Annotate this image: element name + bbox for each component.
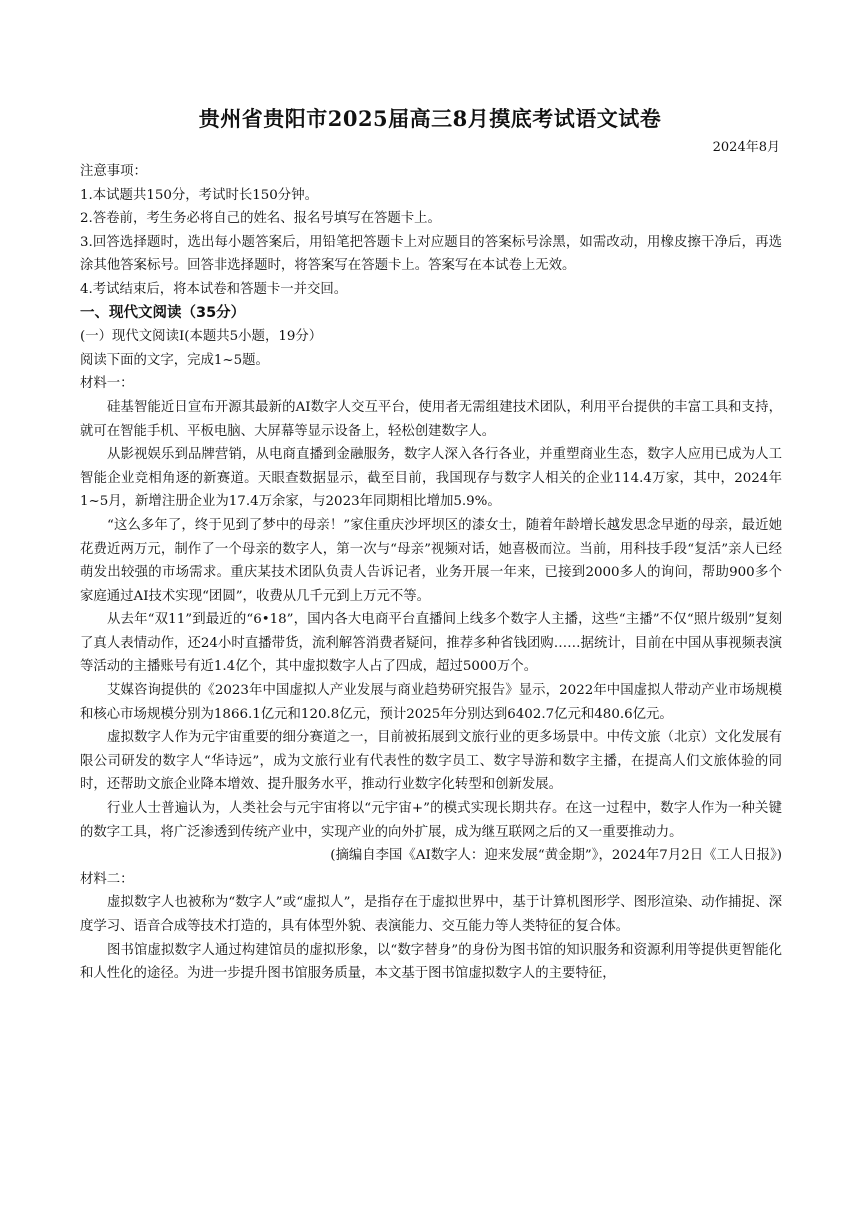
exam-content: [80, 160, 782, 986]
notice-item: 1.本试题共150分，考试时长150分钟。: [80, 187, 318, 203]
material-paragraph: 图书馆虚拟数字人通过构建馆员的虚拟形象，以“数字替身”的身份为图书馆的知识服务和资源利用等提供更智能化和人性化的途径。为进一步提升图书馆服务质量，本文基于图书馆虚拟数字人的主要特征，: [80, 942, 782, 982]
page-title: 贵州省贵阳市2025届高三8月摸底考试语文试卷: [198, 106, 662, 131]
material-paragraph: 行业人士普遍认为，人类社会与元宇宙将以“元宇宙+”的模式实现长期共存。在这一过程中，数字人作为一种关键的数字工具，将广泛渗透到传统产业中，实现产业的向外扩展，成为继互联网之后的又一重要推动力。: [80, 801, 782, 840]
material-source: (摘编自李国《AI数字人：迎来发展“黄金期”》，2024年7月2日《工人日报》): [330, 848, 782, 864]
material-paragraph: 从影视娱乐到品牌营销，从电商直播到金融服务，数字人深入各行各业，并重塑商业生态，数字人应用已成为人工智能企业竞相角逐的新赛道。天眼查数据显示，截至目前，我国现存与数字人相关的企业114.4万家，其中，2024年1~5月，新增注册企业为17.4万余家，与2023年同期相比增加5.9%。: [80, 447, 782, 510]
material-paragraph: 从去年“双11”到最近的“6•18”，国内各大电商平台直播间上线多个数字人主播，这些“主播”不仅“照片级别”复刻了真人表情动作，还24小时直播带货，流利解答消费者疑问，推荐多种省钱团购……据统计，目前在中国从事视频表演等活动的主播账号有近1.4亿个，其中虚拟数字人占了四成，超过5000万个。: [80, 612, 782, 675]
material-paragraph: “这么多年了，终于见到了梦中的母亲！”家住重庆沙坪坝区的漆女士，随着年龄增长越发思念早逝的母亲，最近她花费近两万元，制作了一个母亲的数字人，第一次与“母亲”视频对话，她喜极而泣。当前，用科技手段“复活”亲人已经萌发出较强的市场需求。重庆某技术团队负责人告诉记者，业务开展一年来，已接到2000多人的询问，帮助900多个家庭通过AI技术实现“团圆”，收费从几千元到上万元不等。: [80, 517, 782, 604]
material-paragraph: 硅基智能近日宣布开源其最新的AI数字人交互平台，使用者无需组建技术团队，利用平台提供的丰富工具和支持，就可在智能手机、平板电脑、大屏幕等显示设备上，轻松创建数字人。: [80, 399, 782, 439]
material-paragraph: 虚拟数字人作为元宇宙重要的细分赛道之一，目前被拓展到文旅行业的更多场景中。中传文旅（北京）文化发展有限公司研发的数字人“华诗远”，成为文旅行业有代表性的数字员工、数字导游和数字主播，在提高人们文旅体验的同时，还帮助文旅企业降本增效、提升服务水平，推动行业数字化转型和创新发展。: [80, 730, 782, 793]
notice-item: 3.回答选择题时，选出每小题答案后，用铅笔把答题卡上对应题目的答案标号涂黑，如需改动，用橡皮擦干净后，再选涂其他答案标号。回答非选择题时，将答案写在答题卡上。答案写在本试卷上无效。: [80, 234, 782, 274]
notice-item: 2.答卷前，考生务必将自己的姓名、报名号填写在答题卡上。: [80, 211, 441, 227]
notice-heading: 注意事项：: [80, 164, 147, 179]
section-heading: 一、现代文阅读（35分）: [80, 304, 246, 321]
notice-item: 4.考试结束后，将本试卷和答题卡一并交回。: [80, 281, 348, 297]
material-label: 材料一：: [80, 376, 134, 392]
sub-section-heading: (一）现代文阅读Ⅰ(本题共5小题，19分）: [80, 329, 323, 345]
reading-instruction: 阅读下面的文字，完成1~5题。: [80, 352, 269, 368]
material-label: 材料二：: [80, 871, 134, 887]
material-paragraph: 艾媒咨询提供的《2023年中国虚拟人产业发展与商业趋势研究报告》显示，2022年中国虚拟人带动产业市场规模和核心市场规模分别为1866.1亿元和120.8亿元，预计2025年分别达到6402.7亿元和480.6亿元。: [80, 683, 782, 722]
exam-date: 2024年8月: [712, 140, 780, 155]
material-paragraph: 虚拟数字人也被称为“数字人”或“虚拟人”，是指存在于虚拟世界中，基于计算机图形学、图形渲染、动作捕捉、深度学习、语音合成等技术打造的，具有体型外貌、表演能力、交互能力等人类特征的复合体。: [80, 895, 782, 934]
